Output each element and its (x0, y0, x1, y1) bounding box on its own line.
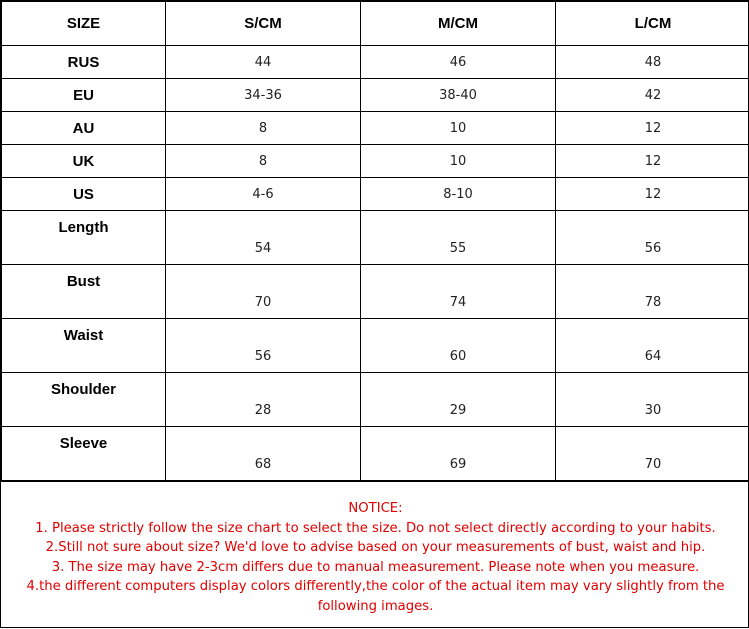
table-cell: 8-10 (361, 178, 556, 211)
table-cell: 29 (361, 373, 556, 427)
row-label: Waist (2, 319, 166, 373)
notice-line-4: 4.the different computers display colors differently,the color of the actual item may vary slightly from the following images. (1, 577, 749, 616)
notice-title: NOTICE: (1, 499, 749, 519)
table-cell: 30 (556, 373, 749, 427)
table-cell: 44 (166, 46, 361, 79)
row-label: Sleeve (2, 427, 166, 481)
header-cell: M/CM (361, 2, 556, 46)
table-cell: 8 (166, 112, 361, 145)
table-cell: 8 (166, 145, 361, 178)
table-cell: 38-40 (361, 79, 556, 112)
table-cell: 10 (361, 145, 556, 178)
table-cell: 68 (166, 427, 361, 481)
notice-line-3: 3. The size may have 2-3cm differs due to manual measurement. Please note when you measure. (1, 558, 749, 578)
notice-line-1: 1. Please strictly follow the size chart to select the size. Do not select directly according to your habits. (1, 519, 749, 539)
row-label: EU (2, 79, 166, 112)
table-row (2, 265, 749, 319)
table-row (2, 178, 749, 211)
table-cell: 28 (166, 373, 361, 427)
table-cell: 69 (361, 427, 556, 481)
row-label: UK (2, 145, 166, 178)
table-cell: 12 (556, 178, 749, 211)
table-cell: 4-6 (166, 178, 361, 211)
table-cell: 56 (556, 211, 749, 265)
table-cell: 34-36 (166, 79, 361, 112)
table-cell: 78 (556, 265, 749, 319)
table-cell: 56 (166, 319, 361, 373)
table-cell: 60 (361, 319, 556, 373)
header-cell: S/CM (166, 2, 361, 46)
table-cell: 42 (556, 79, 749, 112)
row-label: Shoulder (2, 373, 166, 427)
table-cell: 70 (166, 265, 361, 319)
table-header-row (2, 2, 749, 46)
table-row (2, 112, 749, 145)
row-label: Bust (2, 265, 166, 319)
table-cell: 46 (361, 46, 556, 79)
table-row (2, 145, 749, 178)
table-row (2, 373, 749, 427)
table-cell: 12 (556, 145, 749, 178)
row-label: Length (2, 211, 166, 265)
table-row (2, 211, 749, 265)
row-label: US (2, 178, 166, 211)
table-cell: 54 (166, 211, 361, 265)
table-cell: 10 (361, 112, 556, 145)
header-cell: L/CM (556, 2, 749, 46)
table-row (2, 79, 749, 112)
notice-line-2: 2.Still not sure about size? We'd love to advise based on your measurements of bust, waist and hip. (1, 538, 749, 558)
table-cell: 12 (556, 112, 749, 145)
notice-section (1, 481, 749, 629)
row-label: AU (2, 112, 166, 145)
table-cell: 64 (556, 319, 749, 373)
header-cell: SIZE (2, 2, 166, 46)
table-cell: 48 (556, 46, 749, 79)
table-row (2, 319, 749, 373)
table-cell: 70 (556, 427, 749, 481)
table-cell: 74 (361, 265, 556, 319)
row-label: RUS (2, 46, 166, 79)
table-row (2, 427, 749, 481)
table-cell: 55 (361, 211, 556, 265)
size-table (1, 1, 749, 481)
table-row (2, 46, 749, 79)
